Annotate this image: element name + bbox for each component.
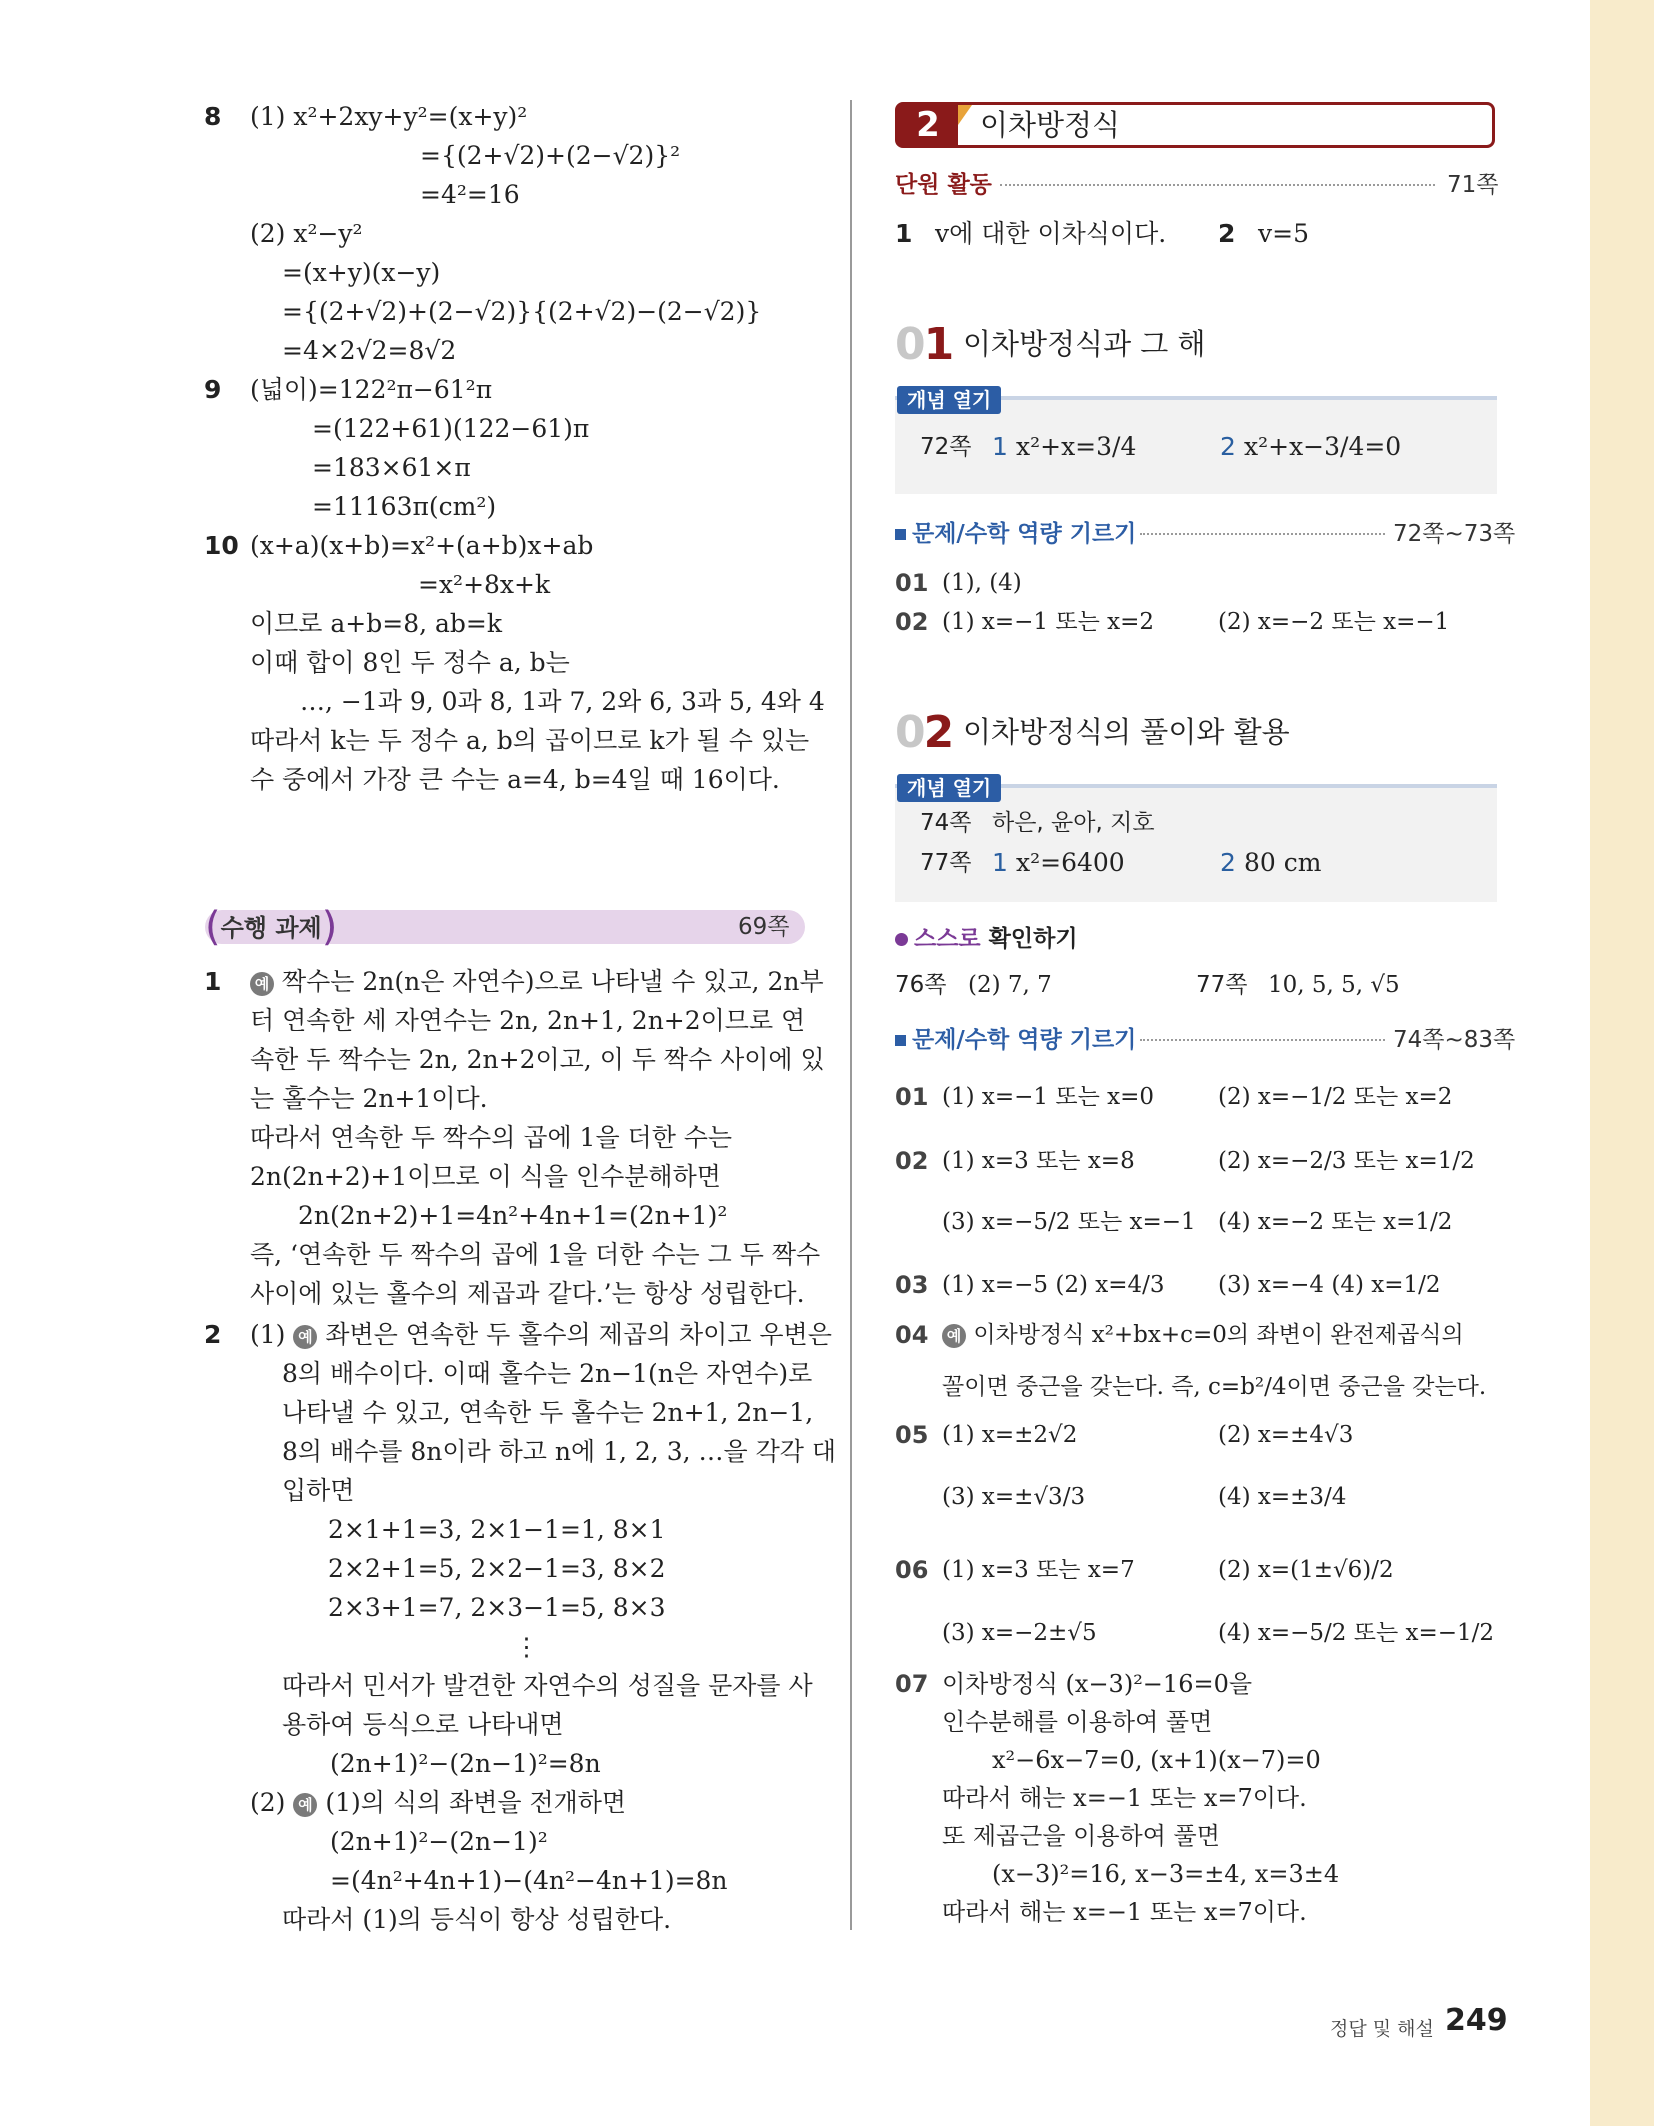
answer-text: (1) x=−1 또는 x=0	[942, 1084, 1154, 1110]
answer-text: 꼴이면 중근을 갖는다. 즉, c=b²/4이면 중근을 갖는다.	[942, 1374, 1487, 1400]
answer-text: (3) x=−4 (4) x=1/2	[1218, 1272, 1441, 1298]
task-2-table-row: 2×3+1=7, 2×3−1=5, 8×3	[328, 1593, 666, 1622]
task-2-line: 따라서 (1)의 등식이 항상 성립한다.	[282, 1905, 672, 1934]
answer-07-line: 인수분해를 이용하여 풀면	[942, 1708, 1213, 1736]
page-number: 249	[1445, 2003, 1508, 2038]
concept-answer: x²+x−3/4=0	[1244, 432, 1402, 461]
square-bullet-icon	[895, 1035, 906, 1046]
task-2-line: (1) 예 좌변은 연속한 두 홀수의 제곱의 차이고 우변은	[250, 1320, 832, 1349]
problem-10-line: 이므로 a+b=8, ab=k	[250, 609, 503, 638]
example-badge: 예	[250, 972, 274, 996]
self-check-page: 76쪽	[895, 972, 947, 998]
task-1-line: 2n(2n+2)+1=4n²+4n+1=(2n+1)²	[298, 1201, 728, 1230]
task-1-line: 즉, ‘연속한 두 짝수의 곱에 1을 더한 수는 그 두 짝수	[250, 1240, 821, 1269]
answer-07-line: x²−6x−7=0, (x+1)(x−7)=0	[992, 1746, 1321, 1774]
problem-10-line: …, −1과 9, 0과 8, 1과 7, 2와 6, 3과 5, 4와 4	[300, 687, 825, 716]
answer-number: 05	[895, 1421, 929, 1449]
problem-10-line: (x+a)(x+b)=x²+(a+b)x+ab	[250, 531, 594, 560]
concept-item-number: 2	[1220, 848, 1236, 877]
concept-answer: 80 cm	[1244, 848, 1322, 877]
answer-text: (1) x=±2√2	[942, 1422, 1078, 1448]
answer-number: 03	[895, 1271, 929, 1299]
concept-answer: 하은, 윤아, 지호	[992, 810, 1155, 836]
problem-section-page: 74쪽~83쪽	[1393, 1027, 1516, 1053]
problem-8-line: ={(2+√2)+(2−√2)}{(2+√2)−(2−√2)}	[282, 297, 762, 326]
answer-text: (2) x=(1±√6)/2	[1218, 1557, 1394, 1583]
problem-10-line: 수 중에서 가장 큰 수는 a=4, b=4일 때 16이다.	[250, 765, 780, 794]
problem-8-line: (1) x²+2xy+y²=(x+y)²	[250, 102, 528, 131]
self-check-answer: (2) 7, 7	[968, 972, 1052, 998]
problem-8-line: =4²=16	[420, 180, 520, 209]
task-1-line: 속한 두 짝수는 2n, 2n+2이고, 이 두 짝수 사이에 있	[250, 1045, 825, 1074]
answer-07-line: 이차방정식 (x−3)²−16=0을	[942, 1670, 1253, 1698]
unit-item-answer: v=5	[1258, 219, 1309, 248]
task-header-title: (수행 과제)	[205, 904, 338, 950]
answer-number: 02	[895, 1147, 929, 1175]
problem-8-line: =4×2√2=8√2	[282, 336, 457, 365]
answer-text: (2) x=−1/2 또는 x=2	[1218, 1084, 1453, 1110]
task-1-line: 따라서 연속한 두 짝수의 곱에 1을 더한 수는	[250, 1123, 733, 1152]
task-2-line: 따라서 민서가 발견한 자연수의 성질을 문자를 사	[282, 1671, 813, 1700]
answer-text: (3) x=±√3/3	[942, 1484, 1086, 1510]
square-bullet-icon	[895, 529, 906, 540]
column-divider	[850, 100, 852, 1930]
answer-text: (2) x=±4√3	[1218, 1422, 1354, 1448]
problem-8-line: =(x+y)(x−y)	[282, 258, 441, 287]
task-1-line: 사이에 있는 홀수의 제곱과 같다.’는 항상 성립한다.	[250, 1279, 805, 1308]
unit-item-number: 1	[895, 219, 913, 248]
problem-section-label: 문제/수학 역량 기르기	[895, 519, 1136, 549]
answer-number: 07	[895, 1670, 929, 1698]
task-2-line: 용하여 등식으로 나타내면	[282, 1710, 564, 1739]
problem-section-label: 문제/수학 역량 기르기	[895, 1025, 1136, 1055]
answer-text: 예 이차방정식 x²+bx+c=0의 좌변이 완전제곱식의	[942, 1318, 1464, 1352]
concept-item-number: 1	[992, 848, 1008, 877]
answer-07-line: (x−3)²=16, x−3=±4, x=3±4	[992, 1860, 1340, 1888]
concept-item-number: 2	[1220, 432, 1236, 461]
problem-8-line: ={(2+√2)+(2−√2)}²	[420, 141, 681, 170]
answer-text: (4) x=−5/2 또는 x=−1/2	[1218, 1620, 1495, 1646]
task-2-line: 입하면	[282, 1476, 355, 1505]
answer-number: 02	[895, 608, 929, 636]
problem-8-number: 8	[204, 102, 222, 131]
section-01-number: 01	[895, 319, 953, 370]
answer-text: (3) x=−5/2 또는 x=−1	[942, 1209, 1196, 1235]
problem-9-line: (넓이)=122²π−61²π	[250, 375, 493, 404]
problem-section-page: 72쪽~73쪽	[1393, 521, 1516, 547]
task-2-line: (2n+1)²−(2n−1)²=8n	[330, 1749, 601, 1778]
problem-9-number: 9	[204, 375, 222, 404]
page-edge-tab	[1590, 0, 1654, 2126]
dotted-leader	[1000, 184, 1435, 186]
task-2-line: 8의 배수이다. 이때 홀수는 2n−1(n은 자연수)로	[282, 1359, 813, 1388]
concept-page: 74쪽	[920, 810, 972, 836]
problem-10-line: 이때 합이 8인 두 정수 a, b는	[250, 648, 570, 677]
task-2-line: (2n+1)²−(2n−1)²	[330, 1827, 548, 1856]
task-2-number: 2	[204, 1320, 222, 1349]
task-2-line: 나타낼 수 있고, 연속한 두 홀수는 2n+1, 2n−1,	[282, 1398, 814, 1427]
concept-tag: 개념 열기	[897, 386, 1001, 414]
task-2-line: 8의 배수를 8n이라 하고 n에 1, 2, 3, …을 각각 대	[282, 1437, 836, 1466]
problem-9-line: =183×61×π	[312, 453, 471, 482]
concept-answer: x²=6400	[1016, 848, 1125, 877]
answer-text: (1) x=−5 (2) x=4/3	[942, 1272, 1165, 1298]
answer-text: (1) x=−1 또는 x=2	[942, 609, 1154, 635]
task-2-table-row: 2×2+1=5, 2×2−1=3, 8×2	[328, 1554, 666, 1583]
task-1-line: 예 짝수는 2n(n은 자연수)으로 나타낼 수 있고, 2n부	[250, 965, 824, 999]
unit-item-answer: v에 대한 이차식이다.	[935, 219, 1167, 248]
answer-07-line: 따라서 해는 x=−1 또는 x=7이다.	[942, 1898, 1307, 1926]
problem-10-line: 따라서 k는 두 정수 a, b의 곱이므로 k가 될 수 있는	[250, 726, 810, 755]
task-1-line: 터 연속한 세 자연수는 2n, 2n+1, 2n+2이므로 연	[250, 1006, 806, 1035]
problem-10-line: =x²+8x+k	[418, 570, 551, 599]
chapter-number: 2	[898, 105, 958, 145]
example-badge: 예	[942, 1324, 966, 1348]
concept-item-number: 1	[992, 432, 1008, 461]
task-1-line: 2n(2n+2)+1이므로 이 식을 인수분해하면	[250, 1162, 721, 1191]
task-2-line: (2) 예 (1)의 식의 좌변을 전개하면	[250, 1788, 627, 1817]
problem-8-line: (2) x²−y²	[250, 219, 363, 248]
chapter-header	[895, 102, 1495, 148]
section-02-title: 이차방정식의 풀이와 활용	[963, 715, 1290, 749]
answer-text: (1) x=3 또는 x=8	[942, 1148, 1135, 1174]
answer-number: 06	[895, 1556, 929, 1584]
answer-number: 04	[895, 1321, 929, 1349]
answer-number: 01	[895, 569, 929, 597]
answer-text: (1), (4)	[942, 570, 1022, 596]
answer-07-line: 또 제곱근을 이용하여 풀면	[942, 1822, 1220, 1850]
concept-page: 72쪽	[920, 434, 972, 460]
section-01-title: 이차방정식과 그 해	[963, 327, 1206, 361]
example-badge: 예	[293, 1325, 317, 1349]
self-check-label: 스스로 확인하기	[895, 924, 1078, 954]
circle-bullet-icon	[895, 933, 908, 946]
task-1-number: 1	[204, 967, 222, 996]
concept-tag: 개념 열기	[897, 774, 1001, 802]
problem-10-number: 10	[204, 531, 239, 560]
problem-9-line: =11163π(cm²)	[312, 492, 497, 521]
answer-text: (2) x=−2 또는 x=−1	[1218, 609, 1450, 635]
footer-label: 정답 및 해설	[1330, 2018, 1434, 2040]
chapter-title: 이차방정식	[980, 108, 1121, 142]
task-page-ref: 69쪽	[738, 914, 790, 940]
answer-number: 01	[895, 1083, 929, 1111]
concept-page: 77쪽	[920, 850, 972, 876]
answer-text: (4) x=−2 또는 x=1/2	[1218, 1209, 1453, 1235]
unit-activity-page: 71쪽	[1447, 172, 1499, 198]
answer-text: (2) x=−2/3 또는 x=1/2	[1218, 1148, 1475, 1174]
example-badge: 예	[293, 1793, 317, 1817]
dotted-leader	[1140, 533, 1385, 535]
task-1-line: 는 홀수는 2n+1이다.	[250, 1084, 488, 1113]
chapter-accent	[958, 105, 972, 125]
answer-07-line: 따라서 해는 x=−1 또는 x=7이다.	[942, 1784, 1307, 1812]
task-2-line: =(4n²+4n+1)−(4n²−4n+1)=8n	[330, 1866, 728, 1895]
unit-item-number: 2	[1218, 219, 1236, 248]
answer-text: (1) x=3 또는 x=7	[942, 1557, 1135, 1583]
self-check-answer: 10, 5, 5, √5	[1268, 972, 1400, 998]
task-2-vdots: ⋮	[514, 1632, 539, 1661]
task-2-table-row: 2×1+1=3, 2×1−1=1, 8×1	[328, 1515, 666, 1544]
answer-text: (3) x=−2±√5	[942, 1620, 1097, 1646]
section-02-number: 02	[895, 707, 953, 758]
answer-text: (4) x=±3/4	[1218, 1484, 1347, 1510]
unit-activity-label: 단원 활동	[895, 172, 992, 198]
problem-9-line: =(122+61)(122−61)π	[312, 414, 590, 443]
concept-answer: x²+x=3/4	[1016, 432, 1137, 461]
self-check-page: 77쪽	[1196, 972, 1248, 998]
dotted-leader	[1140, 1039, 1385, 1041]
